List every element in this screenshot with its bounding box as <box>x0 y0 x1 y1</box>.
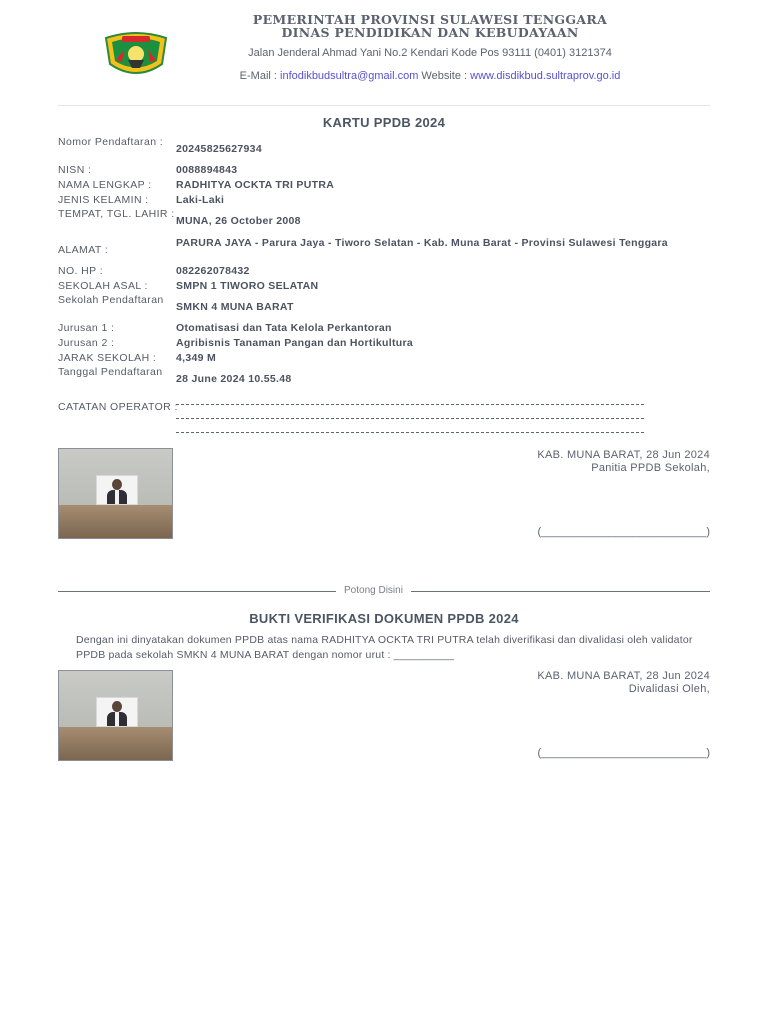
label-jurusan-2: Jurusan 2 : <box>58 337 115 349</box>
catatan-line-2 <box>176 418 644 419</box>
value-tempat-tgl-lahir: MUNA, 26 October 2008 <box>176 215 301 227</box>
label-nisn: NISN : <box>58 164 92 176</box>
label-sekolah-pendaftaran: Sekolah Pendaftaran <box>58 294 164 306</box>
card-signature-line: (___________________________) <box>537 526 710 538</box>
label-jenis-kelamin: JENIS KELAMIN : <box>58 194 149 206</box>
value-nisn: 0088894843 <box>176 164 238 176</box>
cut-label: Potong Disini <box>336 585 411 596</box>
label-sekolah-asal: SEKOLAH ASAL : <box>58 280 148 292</box>
label-nama-lengkap: NAMA LENGKAP : <box>58 179 152 191</box>
catatan-line-1 <box>176 404 644 405</box>
email-label: E-Mail : <box>239 70 281 82</box>
value-nama-lengkap: RADHITYA OCKTA TRI PUTRA <box>176 179 335 191</box>
label-tempat-tgl-lahir: TEMPAT, TGL. LAHIR : <box>58 208 175 220</box>
value-no-hp: 082262078432 <box>176 265 250 277</box>
bukti-statement: Dengan ini dinyatakan dokumen PPDB atas nama RADHITYA OCKTA TRI PUTRA telah diverifikasi dan divalidasi oleh validator PPDB pada sekolah SMKN 4 MUNA BARAT dengan nomor urut : __________ <box>76 634 693 661</box>
label-alamat: ALAMAT : <box>58 244 109 256</box>
value-sekolah-asal: SMPN 1 TIWORO SELATAN <box>176 280 319 292</box>
catatan-line-3 <box>176 432 644 433</box>
label-nomor-pendaftaran: Nomor Pendaftaran : <box>58 136 164 148</box>
student-photo <box>58 448 173 539</box>
value-nomor-pendaftaran: 20245825627934 <box>176 143 262 155</box>
website-label: Website : <box>418 70 471 82</box>
header-divider <box>58 105 710 106</box>
label-no-hp: NO. HP : <box>58 265 104 277</box>
value-tanggal-pendaftaran: 28 June 2024 10.55.48 <box>176 373 292 385</box>
bukti-sign-role: Divalidasi Oleh, <box>628 683 710 695</box>
header-address: Jalan Jenderal Ahmad Yani No.2 Kendari Kode Pos 93111 (0401) 3121374 <box>248 47 612 59</box>
card-title: KARTU PPDB 2024 <box>322 115 446 130</box>
value-jurusan-1: Otomatisasi dan Tata Kelola Perkantoran <box>176 322 392 334</box>
header-contact <box>160 70 700 82</box>
card-sign-role: Panitia PPDB Sekolah, <box>591 462 710 474</box>
header-title-line2: DINAS PENDIDIKAN DAN KEBUDAYAAN <box>281 25 579 40</box>
website-link[interactable]: www.disdikbud.sultraprov.go.id <box>470 70 621 82</box>
label-catatan-operator: CATATAN OPERATOR : <box>58 401 178 413</box>
label-tanggal-pendaftaran: Tanggal Pendaftaran <box>58 366 163 378</box>
header-title-line1: PEMERINTAH PROVINSI SULAWESI TENGGARA <box>252 12 608 27</box>
value-sekolah-pendaftaran: SMKN 4 MUNA BARAT <box>176 301 294 313</box>
student-photo-verification <box>58 670 173 761</box>
bukti-title: BUKTI VERIFIKASI DOKUMEN PPDB 2024 <box>249 611 519 626</box>
value-jarak-sekolah: 4,349 M <box>176 352 217 364</box>
email-link[interactable]: infodikbudsultra@gmail.com <box>280 70 419 82</box>
value-alamat: PARURA JAYA - Parura Jaya - Tiworo Selatan - Kab. Muna Barat - Provinsi Sulawesi Tenggara <box>176 237 668 249</box>
card-sign-place-date: KAB. MUNA BARAT, 28 Jun 2024 <box>537 449 710 461</box>
bukti-sign-place-date: KAB. MUNA BARAT, 28 Jun 2024 <box>537 670 710 682</box>
bukti-signature-line: (___________________________) <box>537 747 710 759</box>
value-jenis-kelamin: Laki-Laki <box>176 194 225 206</box>
label-jarak-sekolah: JARAK SEKOLAH : <box>58 352 157 364</box>
value-jurusan-2: Agribisnis Tanaman Pangan dan Hortikultura <box>176 337 414 349</box>
label-jurusan-1: Jurusan 1 : <box>58 322 115 334</box>
